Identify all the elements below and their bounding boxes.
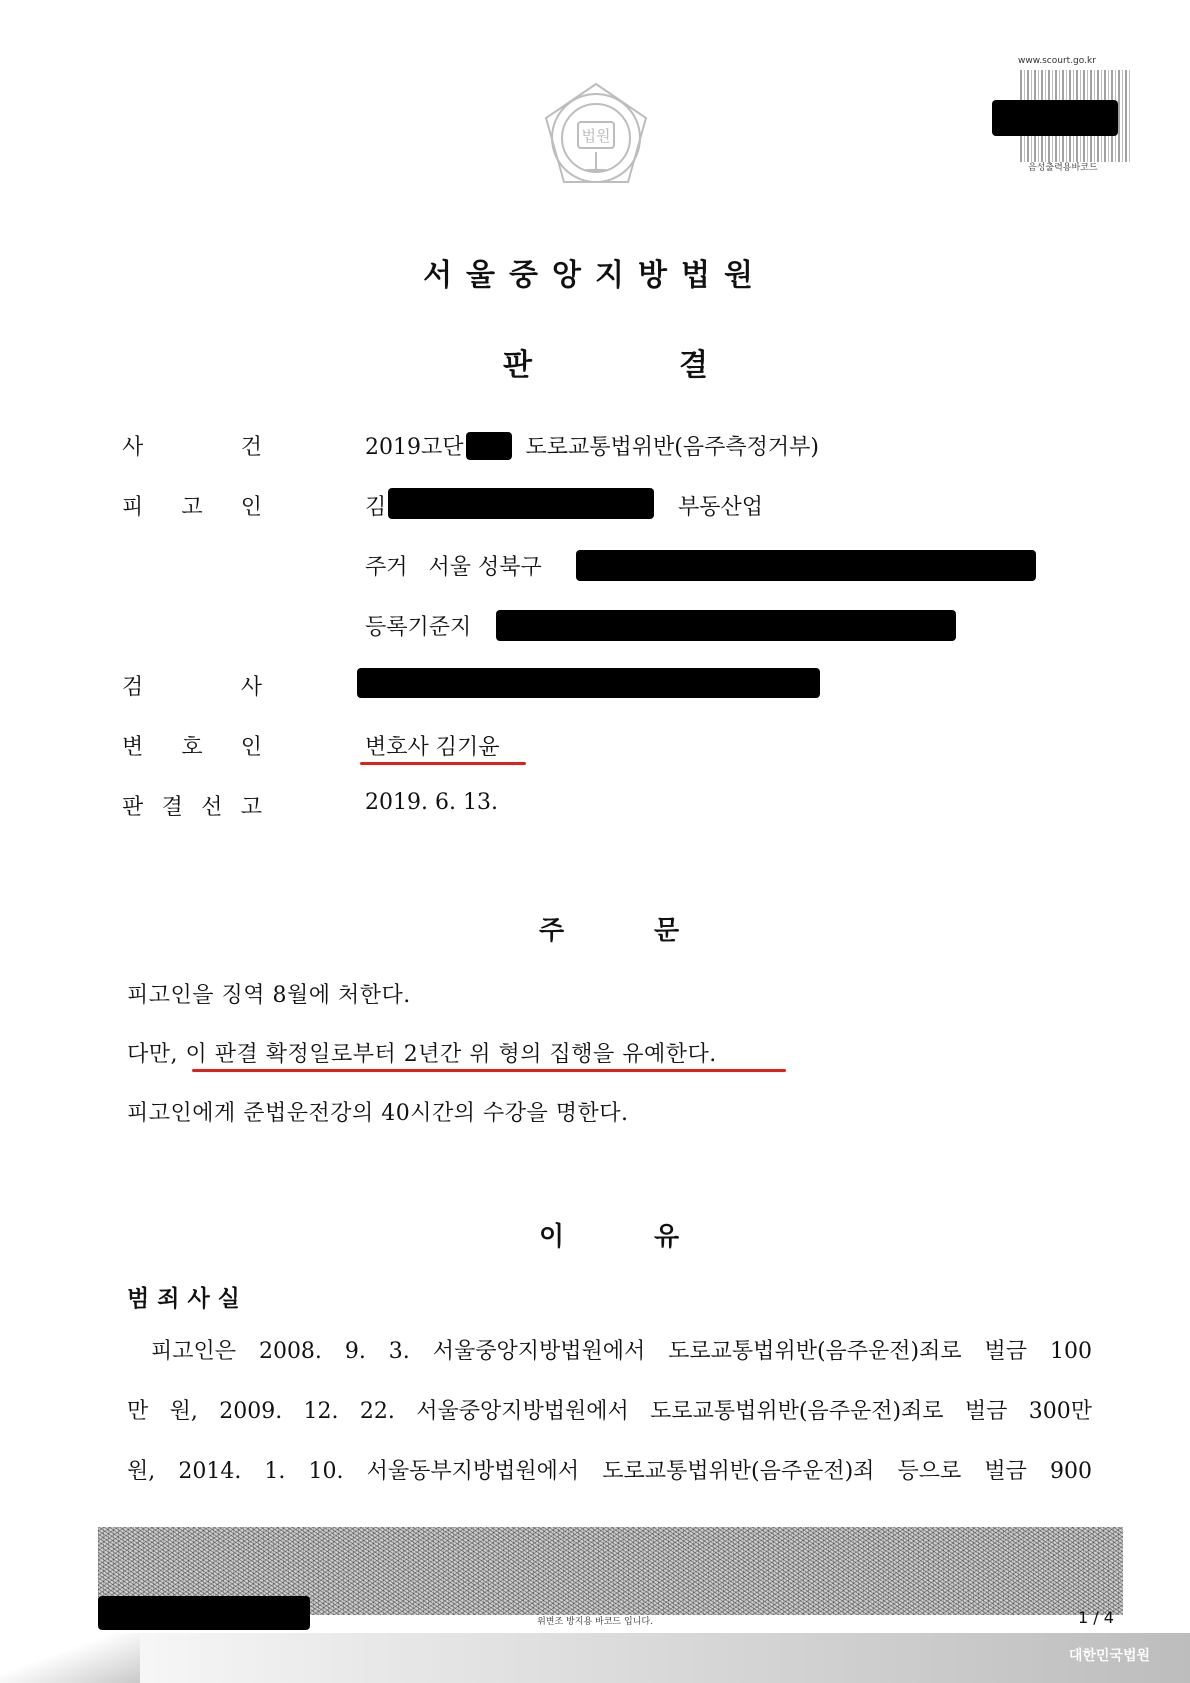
redaction-bar	[496, 610, 956, 641]
redaction-bar	[357, 668, 820, 698]
anti-forgery-note: 위변조 방지용 바코드 입니다.	[537, 1617, 653, 1627]
reasons-heading-right: 유	[654, 1222, 680, 1252]
reasons-heading-left: 이	[539, 1222, 565, 1252]
red-underline	[360, 762, 526, 765]
address-value: 서울 성북구	[428, 555, 542, 580]
case-label: 사 건	[122, 435, 262, 460]
order-line-1: 피고인을 징역 8월에 처한다.	[127, 983, 411, 1008]
defendant-occupation: 부동산업	[678, 495, 764, 520]
seal-text: 법원	[581, 127, 611, 145]
defendant-label: 피 고 인	[122, 495, 262, 520]
case-charge: 도로교통법위반(음주측정거부)	[525, 435, 819, 460]
order-line-2-prefix: 다만,	[127, 1042, 186, 1067]
order-line-3: 피고인에게 준법운전강의 40시간의 수강을 명한다.	[127, 1101, 629, 1126]
ruling-date-value: 2019. 6. 13.	[365, 790, 498, 815]
counsel-label: 변 호 인	[122, 735, 262, 760]
paragraph-line: 만 원, 2009. 12. 22. 서울중앙지방법원에서 도로교통법위반(음주운전)죄로 벌금 300만	[127, 1399, 1092, 1424]
case-number-prefix: 2019고단	[365, 435, 464, 460]
registry-label: 등록기준지	[365, 615, 472, 640]
paragraph-line: 원, 2014. 1. 10. 서울동부지방법원에서 도로교통법위반(음주운전)죄 등으로 벌금 900	[127, 1459, 1092, 1484]
court-url: www.scourt.go.kr	[1018, 56, 1096, 66]
doc-type-left: 판	[503, 348, 532, 383]
address-line	[365, 550, 542, 581]
counsel-value: 변호사 김기윤	[365, 735, 500, 760]
defendant-name-prefix: 김	[365, 495, 387, 520]
page-number: 1 / 4	[1078, 1608, 1114, 1627]
crime-facts-paragraph	[127, 1322, 1092, 1502]
order-heading-right: 문	[654, 916, 680, 946]
order-heading-left: 주	[539, 916, 565, 946]
court-brand-mark: 대한민국법원	[1068, 1648, 1150, 1664]
ruling-date-label: 판 결 선 고	[122, 795, 262, 820]
redaction-bar	[992, 100, 1118, 136]
paragraph-line: 피고인은 2008. 9. 3. 서울중앙지방법원에서 도로교통법위반(음주운전)죄로 벌금 100	[151, 1339, 1092, 1364]
footer-band	[0, 1633, 1190, 1683]
address-label: 주거	[365, 555, 408, 580]
prosecutor-label: 검 사	[122, 675, 262, 700]
case-value	[365, 430, 819, 461]
crime-facts-subheading: 범 죄 사 실	[127, 1286, 240, 1312]
redaction-bar	[388, 488, 654, 519]
barcode-caption: 음성출력용바코드	[1028, 163, 1098, 173]
order-line-2-suffix: .	[709, 1042, 717, 1067]
court-seal-emblem	[536, 78, 656, 198]
order-line-2-underlined: 이 판결 확정일로부터 2년간 위 형의 집행을 유예한다	[185, 1042, 710, 1067]
court-name: 서울중앙지방법원	[423, 258, 767, 293]
order-line-2	[127, 1037, 717, 1068]
doc-type-right: 결	[679, 348, 708, 383]
red-underline	[192, 1069, 786, 1072]
redaction-bar	[466, 432, 512, 460]
redaction-bar	[576, 550, 1036, 581]
